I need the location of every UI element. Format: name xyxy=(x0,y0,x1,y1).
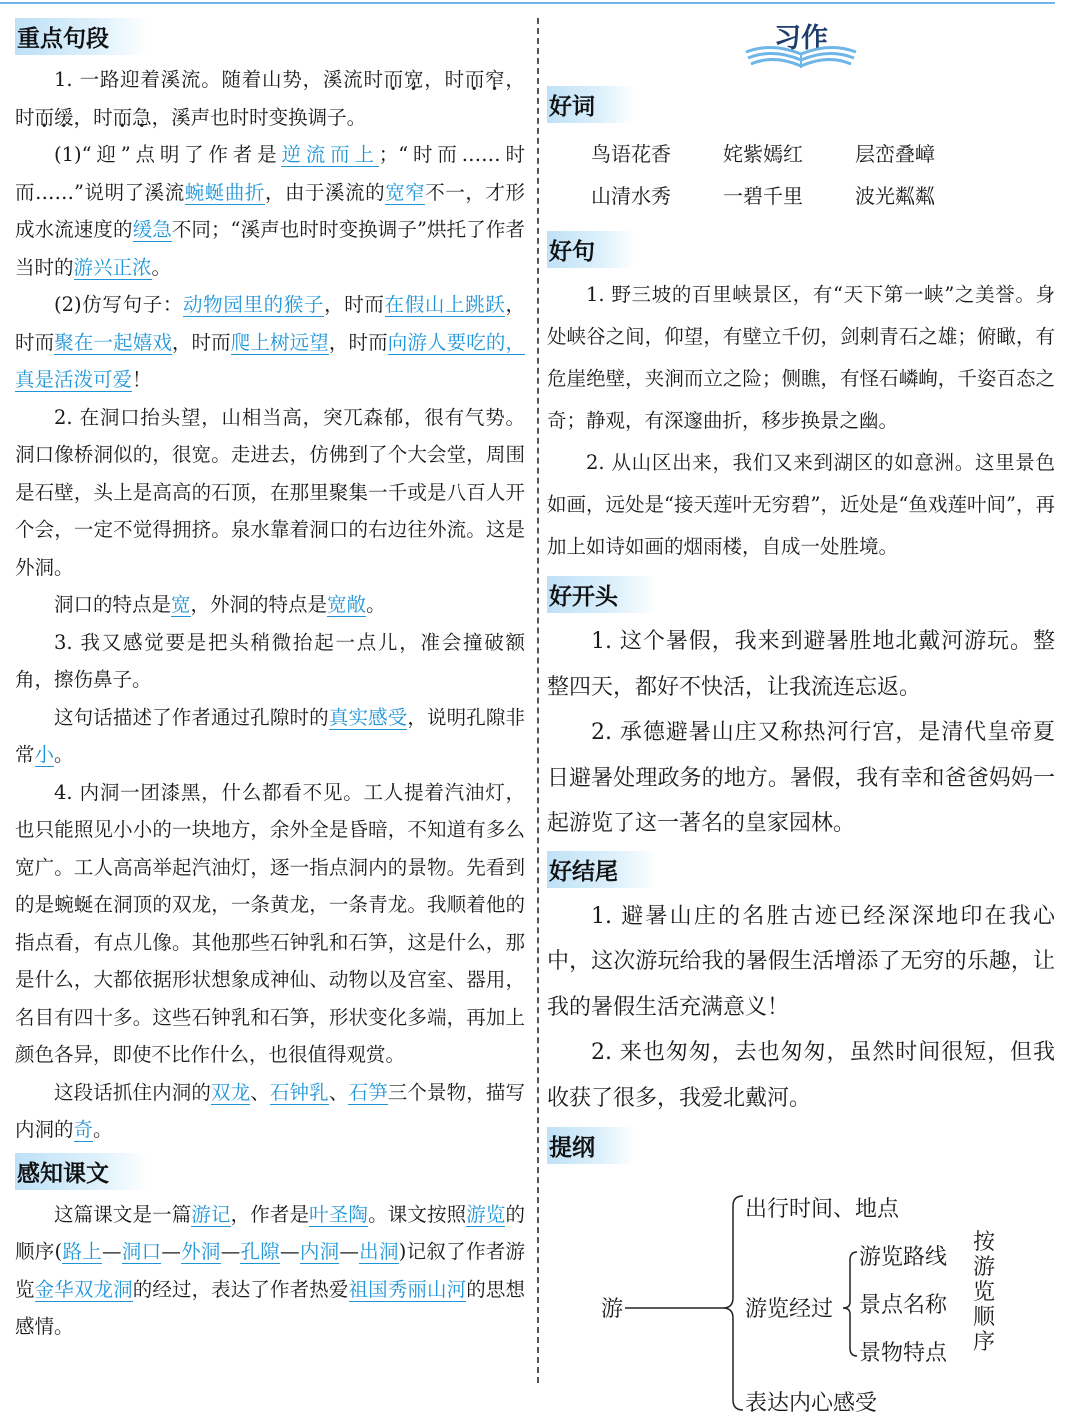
key-sentence-4-answer: 这段话抓住内洞的双龙、石钟乳、石笋三个景物，描写内洞的奇。 xyxy=(15,1080,525,1141)
right-column xyxy=(547,14,1055,1423)
good-ending-2: 2. 来也匆匆，去也匆匆，虽然时间很短，但我收获了很多，我爱北戴河。 xyxy=(547,1040,1055,1111)
section-header-good-sentences: 好句 xyxy=(547,231,635,268)
column-divider xyxy=(537,18,539,1383)
good-sentence-1: 1. 野三坡的百里峡景区，有“天下第一峡”之美誉。身处峡谷之间，仰望，有壁立千仞，剑刺青石之雄；俯瞰，有危崖绝壁，夹涧而立之险；侧瞧，有怪石嶙峋，千姿百态之奇；静观，有深邃曲折，移步换景之幽。 xyxy=(547,283,1055,432)
outline-features: 景物特点 xyxy=(859,1341,948,1366)
open-book-icon xyxy=(742,38,860,72)
question-1-answer: (1)“迎”点明了作者是逆流而上；“时而……时而……”说明了溪流蜿蜒曲折，由于溪流的宽窄不一，才形成水流速度的缓急不同；“溪声也时时变换调子”烘托了作者当时的游兴正浓。 xyxy=(15,143,525,279)
section-header-good-words: 好词 xyxy=(547,86,635,123)
key-sentence-4: 4. 内洞一团漆黑，什么都看不见。工人提着汽油灯，也只能照见小小的一块地方，余外全是昏暗，不知道有多么宽广。工人高高举起汽油灯，逐一指点洞内的景物。先看到的是蜿蜒在洞顶的双龙，一条黄龙，一条青龙。我顺着他的指点看，有点儿像。其他那些石钟乳和石笋，这是什么，那是什么，大都依据形状想象成神仙、动物以及宫室、器用，名目有四十多。这些石钟乳和石笋，形状变化多端，再加上颜色各异，即使不比作什么，也很值得观赏。 xyxy=(15,780,525,1066)
writing-title: 习作 xyxy=(774,23,828,54)
key-sentence-1: 1. 一路迎着溪流。随着山势，溪流时而宽，时而窄，时而缓，时而急，溪声也时时变换调子。 xyxy=(15,68,525,129)
section-header-key-sentences: 重点句段 xyxy=(15,18,149,55)
good-words-grid xyxy=(547,133,1055,217)
good-word: 一碧千里 xyxy=(723,184,803,208)
section-header-good-openings: 好开头 xyxy=(547,576,658,613)
good-word: 层峦叠嶂 xyxy=(855,142,935,166)
outline-diagram xyxy=(547,1178,1055,1423)
key-sentence-2-answer: 洞口的特点是宽，外洞的特点是宽敞。 xyxy=(54,593,386,616)
good-word: 鸟语花香 xyxy=(591,142,671,166)
outline-root: 游 xyxy=(601,1297,624,1322)
key-sentence-3-answer: 这句话描述了作者通过孔隙时的真实感受，说明孔隙非常小。 xyxy=(15,705,525,766)
left-column xyxy=(15,14,525,1346)
good-opening-1: 1. 这个暑假，我来到避暑胜地北戴河游玩。整整四天，都好不快活，让我流连忘返。 xyxy=(547,629,1055,700)
writing-title-banner xyxy=(547,14,1055,78)
outline-spots: 景点名称 xyxy=(859,1293,948,1318)
key-sentence-2: 2. 在洞口抬头望，山相当高，突兀森郁，很有气势。洞口像桥洞似的，很宽。走进去，仿佛到了个大会堂，周围是石壁，头上是高高的石顶，在那里聚集一千或是八百人开个会，一定不觉得拥挤。泉水靠着洞口的右边往外流。这是外洞。 xyxy=(15,405,525,579)
outline-time-place: 出行时间、地点 xyxy=(745,1197,900,1222)
good-opening-2: 2. 承德避暑山庄又称热河行宫，是清代皇帝夏日避暑处理政务的地方。暑假，我有幸和爸爸妈妈一起游览了这一著名的皇家园林。 xyxy=(547,720,1055,836)
outline-order: 按游览顺序 xyxy=(973,1230,996,1355)
top-rule xyxy=(0,2,1055,4)
outline-feelings: 表达内心感受 xyxy=(745,1391,878,1416)
key-sentence-3: 3. 我又感觉要是把头稍微抬起一点儿，准会撞破额角，擦伤鼻子。 xyxy=(15,630,525,691)
good-word: 山清水秀 xyxy=(591,184,671,208)
good-sentence-2: 2. 从山区出来，我们又来到湖区的如意洲。这里景色如画，远处是“接天莲叶无穷碧”，近处是“鱼戏莲叶间”，再加上如诗如画的烟雨楼，自成一处胜境。 xyxy=(547,451,1055,558)
section-header-outline: 提纲 xyxy=(547,1127,635,1164)
perceive-text-summary: 这篇课文是一篇游记，作者是叶圣陶。课文按照游览的顺序(路上—洞口—外洞—孔隙—内洞—出洞)记叙了作者游览金华双龙洞的经过，表达了作者热爱祖国秀丽山河的思想感情。 xyxy=(15,1202,526,1338)
question-2-answer: (2)仿写句子：动物园里的猴子，时而在假山上跳跃，时而聚在一起嬉戏，时而爬上树远望，时而向游人要吃的，真是活泼可爱！ xyxy=(15,293,525,391)
good-word: 姹紫嫣红 xyxy=(723,142,803,166)
outline-process: 游览经过 xyxy=(745,1297,834,1322)
section-header-perceive: 感知课文 xyxy=(15,1153,149,1190)
section-header-good-endings: 好结尾 xyxy=(547,851,658,888)
outline-route: 游览路线 xyxy=(859,1245,948,1270)
good-ending-1: 1. 避暑山庄的名胜古迹已经深深地印在我心中，这次游玩给我的暑假生活增添了无穷的乐趣，让我的暑假生活充满意义！ xyxy=(547,903,1055,1020)
good-word: 波光粼粼 xyxy=(855,184,935,208)
